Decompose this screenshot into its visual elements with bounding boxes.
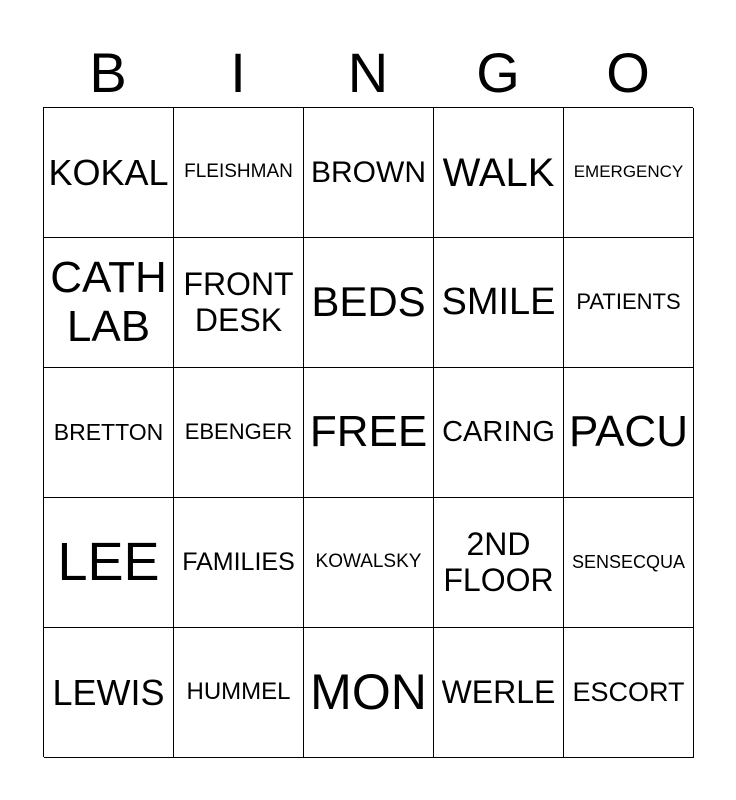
bingo-cell[interactable]: HUMMEL [174,628,304,758]
bingo-cell[interactable]: CARING [434,368,564,498]
header-letter-n: N [347,41,389,104]
bingo-cell[interactable]: CATH LAB [44,238,174,368]
bingo-cell[interactable]: BEDS [304,238,434,368]
bingo-cell[interactable]: WALK [434,108,564,238]
bingo-cell[interactable]: 2ND FLOOR [434,498,564,628]
header-letter-o: O [606,41,650,104]
bingo-cell[interactable]: SENSECQUA [564,498,694,628]
bingo-cell[interactable]: LEE [44,498,174,628]
bingo-cell[interactable]: FLEISHMAN [174,108,304,238]
bingo-header [43,40,693,106]
bingo-cell[interactable]: BRETTON [44,368,174,498]
bingo-card-grid [43,107,693,757]
bingo-cell[interactable]: MON [304,628,434,758]
bingo-cell[interactable]: KOWALSKY [304,498,434,628]
bingo-cell[interactable]: PATIENTS [564,238,694,368]
header-letter-b: B [89,41,127,104]
bingo-cell[interactable]: PACU [564,368,694,498]
bingo-cell[interactable]: ESCORT [564,628,694,758]
bingo-cell[interactable]: SMILE [434,238,564,368]
header-letter-i: I [230,41,246,104]
bingo-cell[interactable]: EMERGENCY [564,108,694,238]
bingo-cell[interactable]: FRONT DESK [174,238,304,368]
bingo-cell-free[interactable]: FREE [304,368,434,498]
bingo-cell[interactable]: FAMILIES [174,498,304,628]
bingo-cell[interactable]: KOKAL [44,108,174,238]
bingo-cell[interactable]: WERLE [434,628,564,758]
bingo-cell[interactable]: BROWN [304,108,434,238]
bingo-cell[interactable]: LEWIS [44,628,174,758]
bingo-cell[interactable]: EBENGER [174,368,304,498]
header-letter-g: G [476,41,520,104]
